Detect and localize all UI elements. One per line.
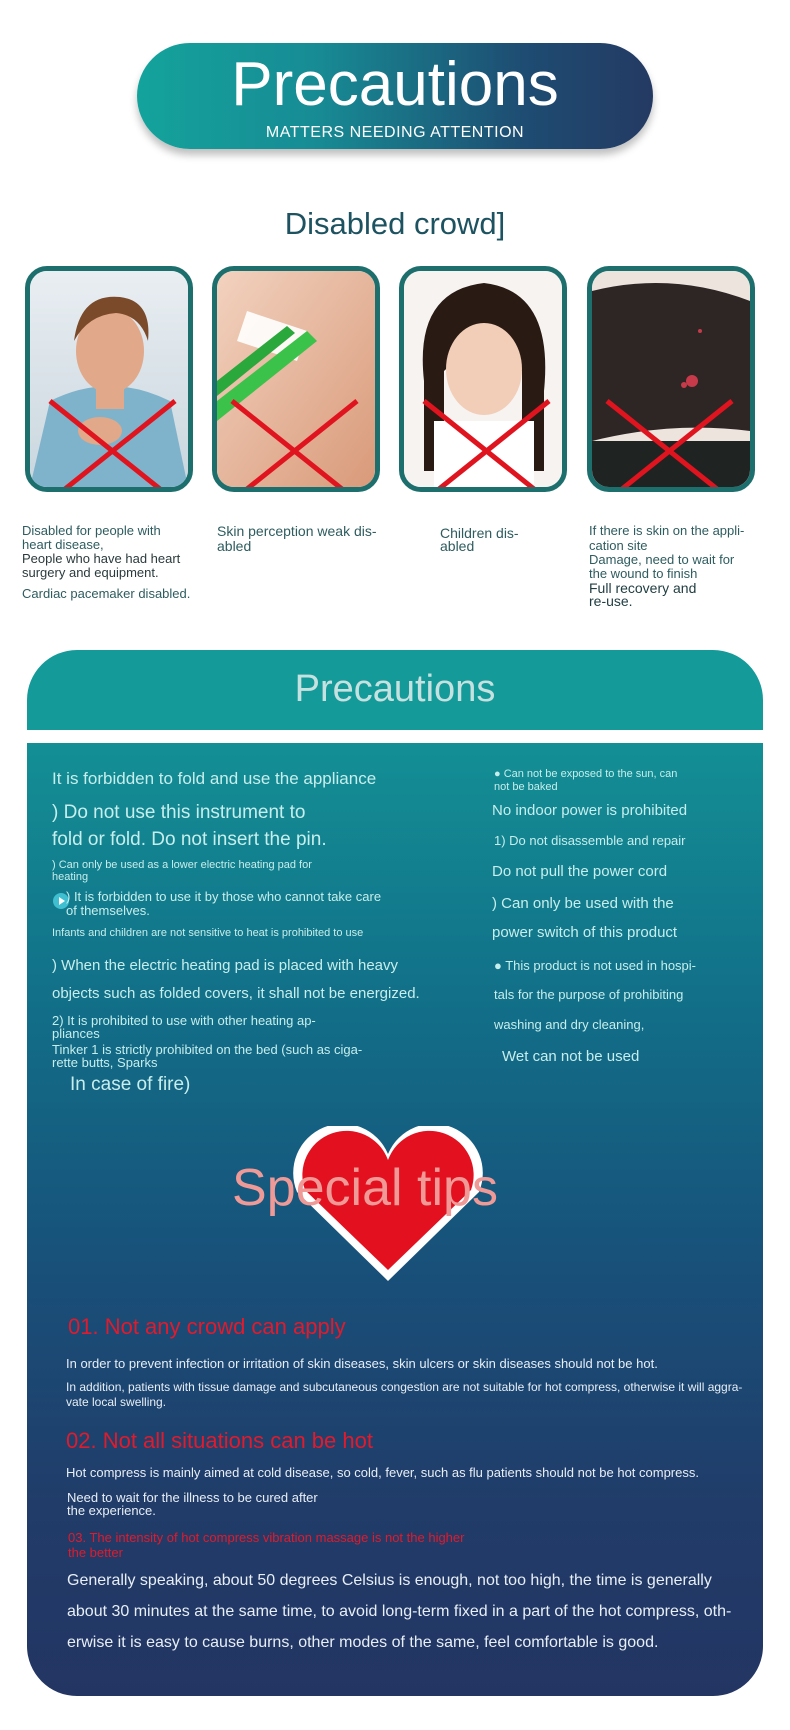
tip-2-line: Hot compress is mainly aimed at cold disease, so cold, fever, such as flu patients should not be hot compress. xyxy=(66,1465,699,1480)
left-line: rette butts, Sparks xyxy=(52,1055,158,1070)
left-line: heating xyxy=(52,871,89,883)
right-line: ) Can only be used with the xyxy=(492,895,674,912)
tip-2-heading: 02. Not all situations can be hot xyxy=(66,1428,373,1453)
card-heart-disease xyxy=(25,266,193,492)
caption-children-2: abled xyxy=(440,538,475,554)
tip-3-line: erwise it is easy to cause burns, other modes of the same, feel comfortable is good. xyxy=(67,1634,659,1651)
special-tips-title: Special tips xyxy=(232,1159,498,1217)
left-line: Infants and children are not sensitive to heat is prohibited to use xyxy=(52,927,364,939)
tip-2-line: Need to wait for the illness to be cured after xyxy=(67,1490,318,1505)
caption-damage-4: the wound to finish xyxy=(589,566,698,581)
right-line: power switch of this product xyxy=(492,924,678,941)
right-line: not be baked xyxy=(494,781,558,793)
caption-heart-2: heart disease, xyxy=(22,537,104,552)
tip-1-heading: 01. Not any crowd can apply xyxy=(68,1314,346,1339)
caption-damage-1: If there is skin on the appli- xyxy=(589,523,745,538)
caption-damage-2: cation site xyxy=(589,538,648,553)
left-line: ) Can only be used as a lower electric heating pad for xyxy=(52,859,312,871)
caption-damage-5: Full recovery and xyxy=(589,580,697,596)
tip-3-line: Generally speaking, about 50 degrees Celsius is enough, not too high, the time is generally xyxy=(67,1572,712,1589)
caption-skin-2: abled xyxy=(217,538,252,554)
left-line: It is forbidden to fold and use the appliance xyxy=(52,769,377,788)
caption-heart-1: Disabled for people with xyxy=(22,523,161,538)
right-line: tals for the purpose of prohibiting xyxy=(494,987,684,1002)
left-line: objects such as folded covers, it shall not be energized. xyxy=(52,985,420,1002)
left-line: pliances xyxy=(52,1026,100,1041)
left-line: In case of fire) xyxy=(70,1074,191,1095)
left-line: of themselves. xyxy=(66,903,150,918)
tip-3-heading-cont: the better xyxy=(68,1545,123,1560)
right-line: Wet can not be used xyxy=(502,1048,640,1065)
prohibited-cross-icon xyxy=(30,271,188,487)
card-damaged-skin xyxy=(587,266,755,492)
left-line: ) It is forbidden to use it by those who cannot take care xyxy=(66,889,382,904)
page-title: Precautions xyxy=(231,50,559,119)
prohibited-cross-icon xyxy=(404,271,562,487)
caption-damage-6: re-use. xyxy=(589,593,633,609)
right-line: washing and dry cleaning, xyxy=(494,1017,645,1032)
left-line: ) Do not use this instrument to xyxy=(52,802,306,823)
page-subtitle: MATTERS NEEDING ATTENTION xyxy=(265,124,525,141)
prohibited-cross-icon xyxy=(217,271,375,487)
left-line: ) When the electric heating pad is placed with heavy xyxy=(52,957,399,974)
left-line: Tinker 1 is strictly prohibited on the bed (such as ciga- xyxy=(52,1042,363,1057)
right-line: ● Can not be exposed to the sun, can xyxy=(494,768,678,780)
tip-3-heading: 03. The intensity of hot compress vibration massage is not the higher xyxy=(68,1530,465,1545)
left-line: 2) It is prohibited to use with other heating ap- xyxy=(52,1013,316,1028)
caption-heart-4: surgery and equipment. xyxy=(22,565,159,580)
right-line: 1) Do not disassemble and repair xyxy=(494,833,686,848)
tip-2-line: the experience. xyxy=(67,1503,156,1518)
card-skin-perception xyxy=(212,266,380,492)
prohibited-cross-icon xyxy=(592,271,750,487)
right-line: No indoor power is prohibited xyxy=(492,802,688,819)
caption-heart-5: Cardiac pacemaker disabled. xyxy=(22,586,191,601)
tip-1-line: In order to prevent infection or irritation of skin diseases, skin ulcers or skin diseases should not be hot. xyxy=(66,1356,658,1371)
disabled-crowd-title: Disabled crowd] xyxy=(284,206,506,241)
precautions-panel-title: Precautions xyxy=(294,668,496,710)
caption-children-1: Children dis- xyxy=(440,525,519,541)
caption-skin-1: Skin perception weak dis- xyxy=(217,523,377,539)
tip-1-line: vate local swelling. xyxy=(66,1395,167,1409)
caption-heart-3: People who have had heart xyxy=(22,551,181,566)
tip-3-line: about 30 minutes at the same time, to avoid long-term fixed in a part of the hot compress, oth- xyxy=(67,1603,732,1620)
right-line: ● This product is not used in hospi- xyxy=(494,958,696,973)
left-line: fold or fold. Do not insert the pin. xyxy=(52,829,327,850)
right-line: Do not pull the power cord xyxy=(492,863,668,880)
caption-damage-3: Damage, need to wait for xyxy=(589,552,735,567)
card-children xyxy=(399,266,567,492)
tip-1-line: In addition, patients with tissue damage and subcutaneous congestion are not suitable for hot compress, otherwise it will aggra- xyxy=(66,1380,743,1394)
